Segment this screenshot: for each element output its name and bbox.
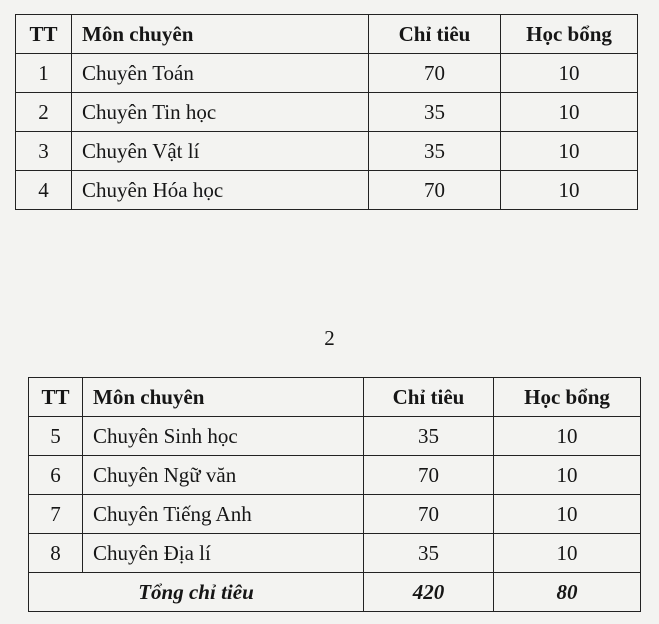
cell-chi-tieu: 35 — [369, 93, 501, 132]
header-tt: TT — [16, 15, 72, 54]
cell-hoc-bong: 10 — [494, 495, 641, 534]
header-hoc-bong: Học bổng — [501, 15, 638, 54]
cell-tt: 1 — [16, 54, 72, 93]
table-row — [16, 132, 638, 171]
cell-hoc-bong: 10 — [494, 456, 641, 495]
table-row — [16, 171, 638, 210]
cell-mon-chuyen: Chuyên Ngữ văn — [83, 456, 364, 495]
total-label: Tổng chỉ tiêu — [29, 573, 364, 612]
cell-hoc-bong: 10 — [494, 534, 641, 573]
total-chi-tieu: 420 — [364, 573, 494, 612]
table-row — [29, 534, 641, 573]
cell-mon-chuyen: Chuyên Sinh học — [83, 417, 364, 456]
table-row — [29, 417, 641, 456]
cell-chi-tieu: 35 — [369, 132, 501, 171]
table-row — [16, 54, 638, 93]
cell-tt: 6 — [29, 456, 83, 495]
header-chi-tieu: Chỉ tiêu — [364, 378, 494, 417]
cell-tt: 4 — [16, 171, 72, 210]
cell-mon-chuyen: Chuyên Toán — [72, 54, 369, 93]
table-row — [29, 456, 641, 495]
cell-hoc-bong: 10 — [501, 93, 638, 132]
cell-hoc-bong: 10 — [501, 54, 638, 93]
cell-tt: 7 — [29, 495, 83, 534]
header-chi-tieu: Chỉ tiêu — [369, 15, 501, 54]
cell-mon-chuyen: Chuyên Tiếng Anh — [83, 495, 364, 534]
cell-mon-chuyen: Chuyên Vật lí — [72, 132, 369, 171]
cell-chi-tieu: 70 — [369, 54, 501, 93]
header-hoc-bong: Học bổng — [494, 378, 641, 417]
cell-mon-chuyen: Chuyên Hóa học — [72, 171, 369, 210]
cell-tt: 3 — [16, 132, 72, 171]
cell-hoc-bong: 10 — [494, 417, 641, 456]
cell-tt: 2 — [16, 93, 72, 132]
cell-mon-chuyen: Chuyên Tin học — [72, 93, 369, 132]
total-hoc-bong: 80 — [494, 573, 641, 612]
cell-tt: 8 — [29, 534, 83, 573]
cell-chi-tieu: 70 — [364, 456, 494, 495]
cell-hoc-bong: 10 — [501, 171, 638, 210]
table-header-row — [16, 15, 638, 54]
cell-hoc-bong: 10 — [501, 132, 638, 171]
cell-chi-tieu: 70 — [369, 171, 501, 210]
cell-chi-tieu: 70 — [364, 495, 494, 534]
cell-chi-tieu: 35 — [364, 417, 494, 456]
page-number: 2 — [324, 326, 335, 350]
cell-tt: 5 — [29, 417, 83, 456]
table-row — [16, 93, 638, 132]
table-row — [29, 495, 641, 534]
header-mon-chuyen: Môn chuyên — [72, 15, 369, 54]
cell-chi-tieu: 35 — [364, 534, 494, 573]
total-row — [29, 573, 641, 612]
header-tt: TT — [29, 378, 83, 417]
header-mon-chuyen: Môn chuyên — [83, 378, 364, 417]
cell-mon-chuyen: Chuyên Địa lí — [83, 534, 364, 573]
quota-table-part-2 — [28, 377, 641, 612]
quota-table-part-1 — [15, 14, 638, 210]
table-header-row — [29, 378, 641, 417]
